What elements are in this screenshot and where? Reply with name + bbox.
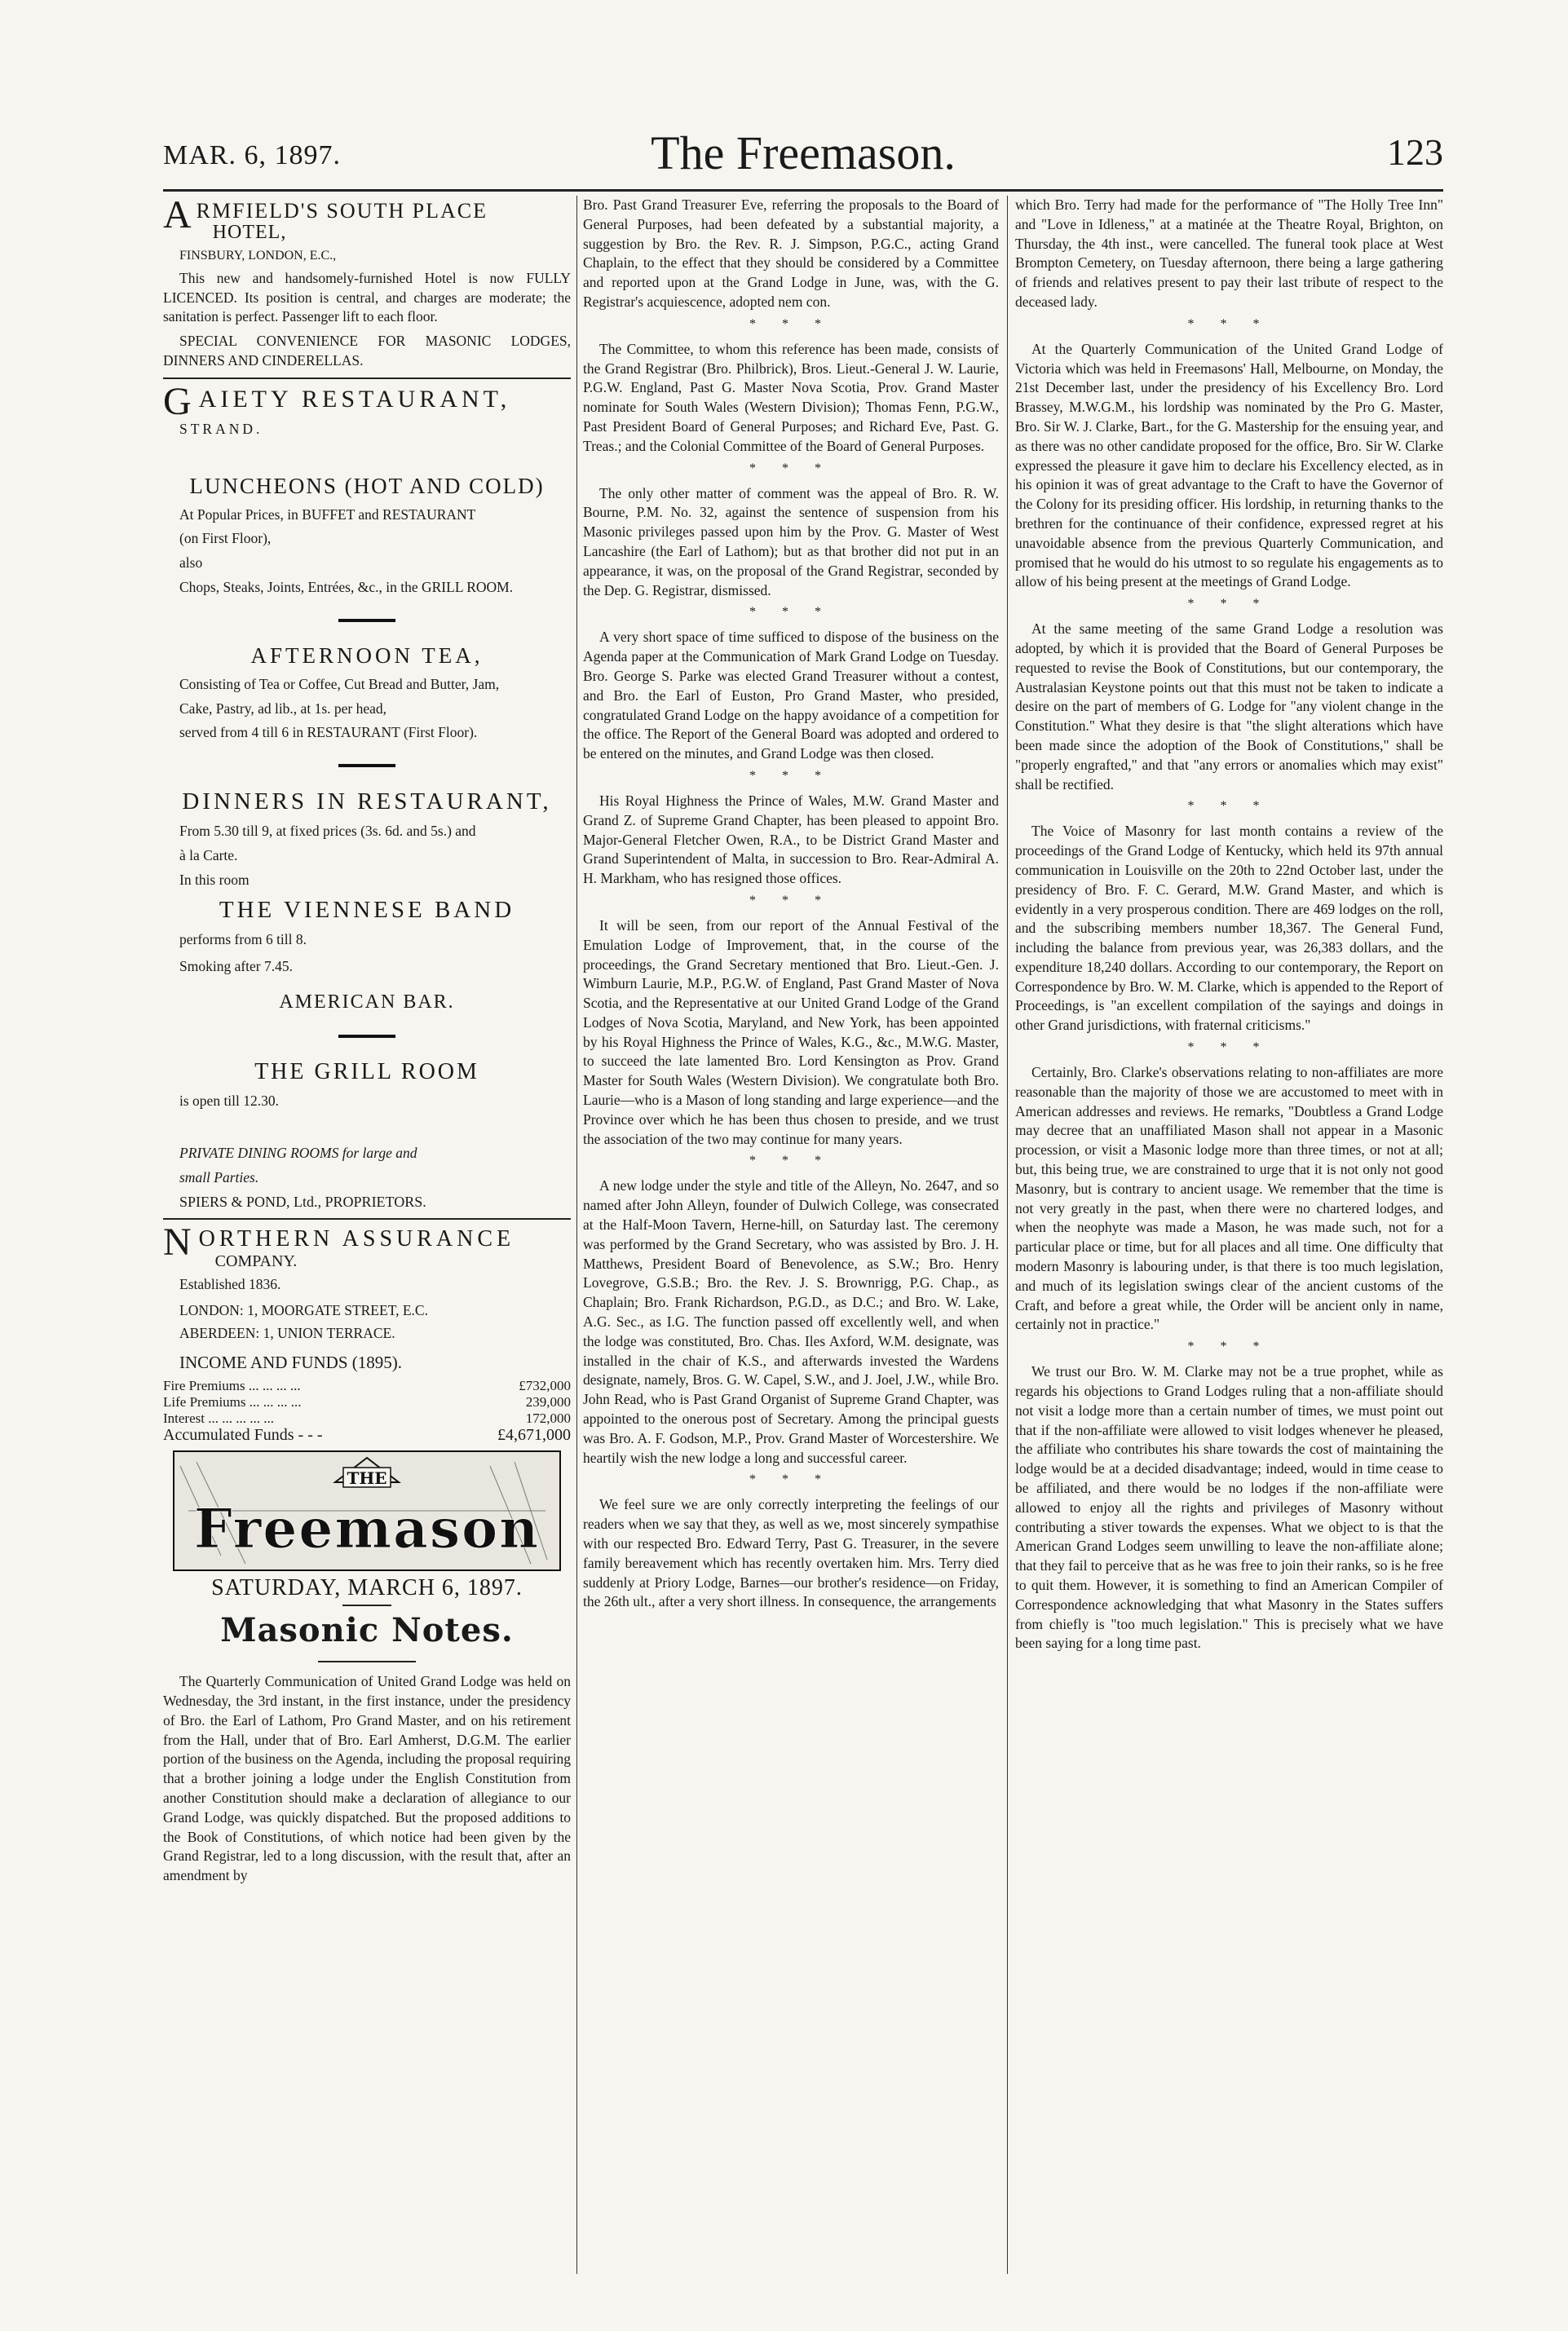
- tea-line: served from 4 till 6 in RESTAURANT (First Floor).: [179, 724, 478, 741]
- section-break: * * *: [749, 461, 833, 475]
- lunch-line: (on First Floor),: [179, 530, 272, 547]
- article-paragraph: The Voice of Masonry for last month contains a review of the proceedings of the Grand Lodge of Kentucky, which held its 97th annual communication in Louisville on the 20th to 22nd October last, under the presidency of Bro. F. C. Gerard, M.W. Grand Master, and which is evidently in a very prosperous condition. There are 469 lodges on the roll, and the subscribing members number 18,367. The General Fund, including the balance from previous year, was 26,383 dollars, and the expenditure 18,240 dollars. According to our contemporary, the Report on Correspondence by Bro. W. M. Clarke, which is appended to the Report of Proceedings, is "an excellent compilation of the sayings and doings in other Grand jurisdictions, with fraternal criticisms.": [1015, 823, 1443, 1034]
- section-break: * * *: [749, 605, 833, 620]
- separator: [338, 1035, 395, 1038]
- article-paragraph: We feel sure we are only correctly interpreting the feelings of our readers when we say that they, as well as we, most sincerely sympathise with our respected Bro. Edward Terry, Past G. Treasurer, in the severe family bereavement which has recently overtaken him. Mrs. Terry died suddenly at Priory Lodge, Barnes—our brother's residence—on Friday, the 26th ult., after a very short illness. In consequence, the arrangements: [583, 1496, 999, 1610]
- lunch-line: Chops, Steaks, Joints, Entrées, &c., in the GRILL ROOM.: [179, 578, 514, 595]
- private-dining-line: PRIVATE DINING ROOMS for large and: [179, 1144, 417, 1161]
- ad-heading: AIETY RESTAURANT,: [198, 385, 511, 413]
- section-break: * * *: [1187, 316, 1271, 331]
- section-break: * * *: [1187, 597, 1271, 611]
- drop-cap: A: [163, 196, 193, 236]
- separator: [342, 1605, 391, 1606]
- tea-line: Consisting of Tea or Coffee, Cut Bread and Butter, Jam,: [179, 675, 500, 692]
- drop-cap: G: [163, 379, 196, 423]
- separator: [338, 764, 395, 767]
- section-break: * * *: [749, 1472, 833, 1487]
- funds-table: [163, 1378, 571, 1443]
- article-paragraph: which Bro. Terry had made for the performance of "The Holly Tree Inn" and "Love in Idleness," at a matinée at the Theatre Royal, Brighton, on Thursday, the 4th inst., were cancelled. The funeral took place at West Brompton Cemetery, on Tuesday afternoon, there being a large gathering of friends and relatives present to pay their last tribute of respect to the deceased lady.: [1015, 196, 1443, 310]
- masthead: [163, 122, 1443, 196]
- grill-line: is open till 12.30.: [179, 1093, 280, 1110]
- luncheons-heading: LUNCHEONS (HOT AND COLD): [189, 473, 545, 498]
- funds-label: Accumulated Funds - - -: [163, 1426, 323, 1445]
- proprietors-line: SPIERS & POND, Ltd., PROPRIETORS.: [179, 1193, 426, 1210]
- aberdeen-address: ABERDEEN: 1, UNION TERRACE.: [179, 1325, 395, 1342]
- article-paragraph: Certainly, Bro. Clarke's observations relating to non-affiliates are more reasonable than the majority of those we are accustomed to meet with in American addresses and reviews. He remarks, "Doubtless a Grand Lodge may decree that an unaffiliated Mason shall not appear in a Masonic procession, or visit a Masonic lodge more than three times, or not at all; but, this being true, we are constrained to urge that it is not only not good Masonry, but is contrary to ancient usage. We remember that the time is not very greatly in the past, when there were no chartered lodges, and when the neophyte was made a Mason, he was made such, not for a particular place or time, but for all places and all time. One difficulty that modern Masonry is labouring under, is that there is too much legislation, and much of its legislation swings clear of the ancient customs of the Craft, and before a great while, the Order will be ancient only in name, certainly not in practice.": [1015, 1064, 1443, 1333]
- article-paragraph: The Committee, to whom this reference has been made, consists of the Grand Registrar (Bro. Philbrick), Bros. Lieut.-General J. W. Laurie, P.G.W. England, Past G. Master Nova Scotia, Prov. Grand Master nominate for South Wales (Western Division); Thomas Fenn, P.G.W., Past President Board of General Purposes; and Richard Eve, Past. G. Treas.; and the Colonial Committee of the Board of General Purposes.: [583, 340, 999, 454]
- armfield-hotel-ad: [163, 196, 571, 371]
- lunch-line: also: [179, 554, 203, 572]
- column-3: [1015, 196, 1443, 2282]
- ad-special: SPECIAL CONVENIENCE FOR MASONIC LODGES, DINNERS AND CINDERELLAS.: [163, 333, 571, 369]
- afternoon-tea-heading: AFTERNOON TEA,: [250, 642, 484, 668]
- band-line: performs from 6 till 8.: [179, 930, 307, 947]
- established-line: Established 1836.: [179, 1276, 281, 1293]
- funds-value: 239,000: [525, 1394, 571, 1411]
- section-break: * * *: [1187, 1040, 1271, 1055]
- masthead-rule: [163, 189, 1443, 192]
- funds-value: £732,000: [519, 1378, 571, 1394]
- tea-line: Cake, Pastry, ad lib., at 1s. per head,: [179, 700, 387, 717]
- funds-label: Interest ... ... ... ... ...: [163, 1411, 274, 1427]
- column-divider: [1007, 196, 1008, 2274]
- ad-subheading: HOTEL,: [212, 222, 287, 243]
- column-2: [583, 196, 999, 2282]
- section-break: * * *: [749, 1154, 833, 1168]
- page-number: 123: [1387, 131, 1443, 173]
- ad-divider: [163, 1218, 571, 1220]
- funds-value: £4,671,000: [497, 1426, 571, 1445]
- lunch-line: At Popular Prices, in BUFFET and RESTAURANT: [179, 505, 476, 523]
- separator: [318, 1661, 416, 1662]
- article-paragraph: A very short space of time sufficed to dispose of the business on the Agenda paper at the Communication of Mark Grand Lodge on Tuesday. Bro. George S. Parke was elected Grand Treasurer without a contest, and Bro. the Earl of Euston, Pro Grand Master, who presided, congratulated Grand Lodge on the happy avoidance of a competition for the office. The Report of the General Board was adopted and ordered to be entered on the minutes, and Grand Lodge was then closed.: [583, 629, 999, 762]
- section-break: * * *: [749, 316, 833, 331]
- dinner-line: à la Carte.: [179, 846, 238, 863]
- funds-row: [163, 1427, 571, 1443]
- northern-assurance-ad: [163, 1221, 571, 1445]
- funds-row: [163, 1378, 571, 1394]
- article-paragraph: At the same meeting of the same Grand Lodge a resolution was adopted, by which it is provided that the Board of General Purposes be requested to revise the Book of Constitutions, but our contemporary, the Australasian Keystone points out that this must not be taken to indicate a desire on the part of members of G. Lodge for "any violent change in the Constitution." What they desire is that "the slight alterations which have been made since the adoption of the Book of Constitutions," shall be "properly engrafted," and that "any errors or anomalies which may exist" shall be rectified.: [1015, 620, 1443, 792]
- article-paragraph: Bro. Past Grand Treasurer Eve, referring the proposals to the Board of General Purposes, had been defeated by a substantial majority, a suggestion by Bro. the Rev. R. J. Simpson, P.G.C., acting Grand Chaplain, to the effect that they should be considered by a Committee and reported upon at the Grand Lodge in June, was, with the G. Registrar's acquiescence, adopted nem con.: [583, 196, 999, 310]
- article-paragraph: It will be seen, from our report of the Annual Festival of the Emulation Lodge of Improvement, that, in the course of the proceedings, the Grand Secretary mentioned that Bro. Lieut.-Gen. J. Wimburn Laurie, M.P., P.G.W. of England, Past Grand Master of Nova Scotia, and the Representative at our United Grand Lodge of the Grand Lodges of Nova Scotia, Maryland, and New York, has been appointed by his Royal Highness the Prince of Wales, K.G., &c., M.W.G. Master, to succeed the late lamented Bro. Lord Kensington as Prov. Grand Master for South Wales (Western Division). We congratulate both Bro. Laurie—who is a Mason of long standing and large experience—and the Province over which he has been thus chosen to preside, and we trust the association of the two may continue for many years.: [583, 916, 999, 1147]
- article-paragraph: At the Quarterly Communication of the United Grand Lodge of Victoria which was held in Freemasons' Hall, Melbourne, on Monday, the 21st December last, under the presidency of his Excellency Bro. Lord Brassey, M.W.G.M., his lordship was nominated by the Pro G. Master, Bro. Sir W. J. Clarke, Bart., for the G. Mastership for the ensuing year, and as there was no other candidate proposed for the office, Bro. Sir W. Clarke expressed the pleasure it gave him to declare his Excellency elected, as in his opinion it was of great advantage to the Craft to have the Governor of the Colony for its presiding officer. His lordship, in returning thanks to the brethren for the continuance of their confidence, expressed regret at his unavoidable absence from the previous Quarterly Communication, and promised that he would do his utmost to so regulate his engagements as to allow of his being present at the meetings of Grand Lodge.: [1015, 340, 1443, 590]
- issue-date: MAR. 6, 1897.: [163, 140, 341, 170]
- article-paragraph: His Royal Highness the Prince of Wales, M.W. Grand Master and Grand Z. of Supreme Grand Chapter, has been pleased to appoint Bro. Major-General Fletcher Owen, R.A., to be District Grand Master and Grand Superintendent of Malta, in succession to Bro. Rear-Admiral A. H. Markham, who has resigned those offices.: [583, 792, 999, 887]
- article-paragraph: A new lodge under the style and title of the Alleyn, No. 2647, and so named after John Alleyn, founder of Dulwich College, was consecrated at the Half-Moon Tavern, Herne-hill, on Saturday last. The ceremony was performed by the Grand Secretary, who was assisted by Bro. J. H. Matthews, President Board of Benevolence, as S.W.; Bro. Henry Lovegrove, G.S.B.; Bro. the Rev. J. S. Brownrigg, P.G. Chap., as Chaplain; Bro. Frank Richardson, P.G.D., as D.C.; and Bro. W. Lake, A.G. Sec., as I.G. The function passed off excellently well, and when the lodge was constituted, Bro. Chas. Iles Axford, W.M. designate, was installed in the chair of K.S., and afterwards invested the Wardens designate, namely, Bros. G. W. Capel, S.W., and J. Joel, J.W., while Bro. John Read, who is Past Grand Organist of Supreme Grand Chapter, was appointed to the onerous post of Secretary. Among the principal guests was Bro. A. F. Godson, M.P., Prov. Grand Master of Worcestershire. We heartily wish the new lodge a long and successful career.: [583, 1177, 999, 1466]
- funds-label: Life Premiums ... ... ... ...: [163, 1394, 302, 1411]
- funds-row: [163, 1411, 571, 1427]
- funds-value: 172,000: [525, 1411, 571, 1427]
- ad-address: FINSBURY, LONDON, E.C.,: [179, 248, 337, 263]
- section-break: * * *: [1187, 1340, 1271, 1354]
- drop-cap: N: [163, 1221, 196, 1265]
- ad-subheading: COMPANY.: [214, 1252, 298, 1271]
- gaiety-restaurant-ad: [163, 379, 571, 1212]
- ad-subheading: STRAND.: [179, 420, 263, 437]
- dinner-line: From 5.30 till 9, at fixed prices (3s. 6d. and 5s.) and: [179, 823, 476, 840]
- logo-big-word: Freemason: [193, 1497, 541, 1561]
- newspaper-title: The Freemason.: [651, 126, 956, 179]
- section-title: Masonic Notes.: [220, 1611, 514, 1650]
- dinners-heading: DINNERS IN RESTAURANT,: [182, 788, 552, 815]
- small-parties-line: small Parties.: [179, 1168, 259, 1185]
- article-paragraph: We trust our Bro. W. M. Clarke may not be a true prophet, while as regards his objections to Grand Lodges ruling that a non-affiliate should not visit a lodge more than a certain number of times, we must point out that if the non-affiliate were allowed to visit lodges whenever he pleased, the affiliate who contributes his share towards the cost of maintaining the lodge would be at a decided disadvantage; indeed, would in time cease to be affiliated, and there would be no lodges if the non-affiliate were allowed to enjoy all the rights and privileges of Masonry without contributing a stiver towards the expenses. What we object to is that the American Grand Lodges seem unwilling to leave the non-affiliate alone; that they fail to perceive that as he was free to join their ranks, so is he free to quit them. However, it is something to find an American Compiler of Correspondence acknowledging that what Masonry in the States suffers from chiefly is "too much legislation." This is precisely what we have been saying for a long time past.: [1015, 1363, 1443, 1652]
- funds-heading: INCOME AND FUNDS (1895).: [179, 1353, 403, 1373]
- separator: [338, 619, 395, 622]
- article-paragraph: The Quarterly Communication of United Grand Lodge was held on Wednesday, the 3rd instant, in the first instance, under the presidency of Bro. the Earl of Lathom, Pro Grand Master, and on his retirement from the Hall, under that of Bro. Earl Amherst, D.G.M. The earlier portion of the business on the Agenda, including the proposal requiring that a brother joining a lodge under the English Constitution from another Constitution should make a declaration of allegiance to our Grand Lodge, was quickly dispatched. But the proposed additions to the Book of Constitutions, of which notice had been given by the Grand Registrar, led to a long discussion, with the result that, after an amendment by: [163, 1673, 571, 1884]
- ad-divider: [163, 377, 571, 379]
- american-bar-heading: AMERICAN BAR.: [279, 991, 455, 1013]
- edition-date: SATURDAY, MARCH 6, 1897.: [211, 1575, 523, 1601]
- london-address: LONDON: 1, MOORGATE STREET, E.C.: [179, 1302, 428, 1319]
- dinner-line: In this room: [179, 871, 250, 888]
- funds-row: [163, 1394, 571, 1411]
- section-break: * * *: [1187, 799, 1271, 814]
- funds-label: Fire Premiums ... ... ... ...: [163, 1378, 301, 1394]
- section-break: * * *: [749, 768, 833, 783]
- logo-small-word: THE: [347, 1468, 387, 1489]
- grill-room-heading: THE GRILL ROOM: [254, 1059, 479, 1085]
- freemason-logo: [172, 1450, 562, 1572]
- column-divider: [576, 196, 577, 2274]
- band-line: Smoking after 7.45.: [179, 958, 294, 975]
- article-paragraph: The only other matter of comment was the appeal of Bro. R. W. Bourne, P.M. No. 32, against the sentence of suspension from his Masonic privileges passed upon him by the Prov. G. Master of West Lancashire (the Earl of Lathom); but as that brother did not put in an appearance, it was, on the proposal of the Grand Registrar, seconded by the Dep. G. Registrar, dismissed.: [583, 484, 999, 598]
- column-1: [163, 196, 571, 2282]
- band-heading: THE VIENNESE BAND: [219, 896, 515, 923]
- section-break: * * *: [749, 893, 833, 907]
- logo-illustration: [172, 1450, 562, 1572]
- ad-body: This new and handsomely-furnished Hotel is now FULLY LICENCED. Its position is central, and charges are moderate; the sanitation is perfect. Passenger lift to each floor.: [163, 269, 571, 325]
- ad-heading: RMFIELD'S SOUTH PLACE: [196, 199, 488, 223]
- ad-heading: ORTHERN ASSURANCE: [198, 1226, 515, 1252]
